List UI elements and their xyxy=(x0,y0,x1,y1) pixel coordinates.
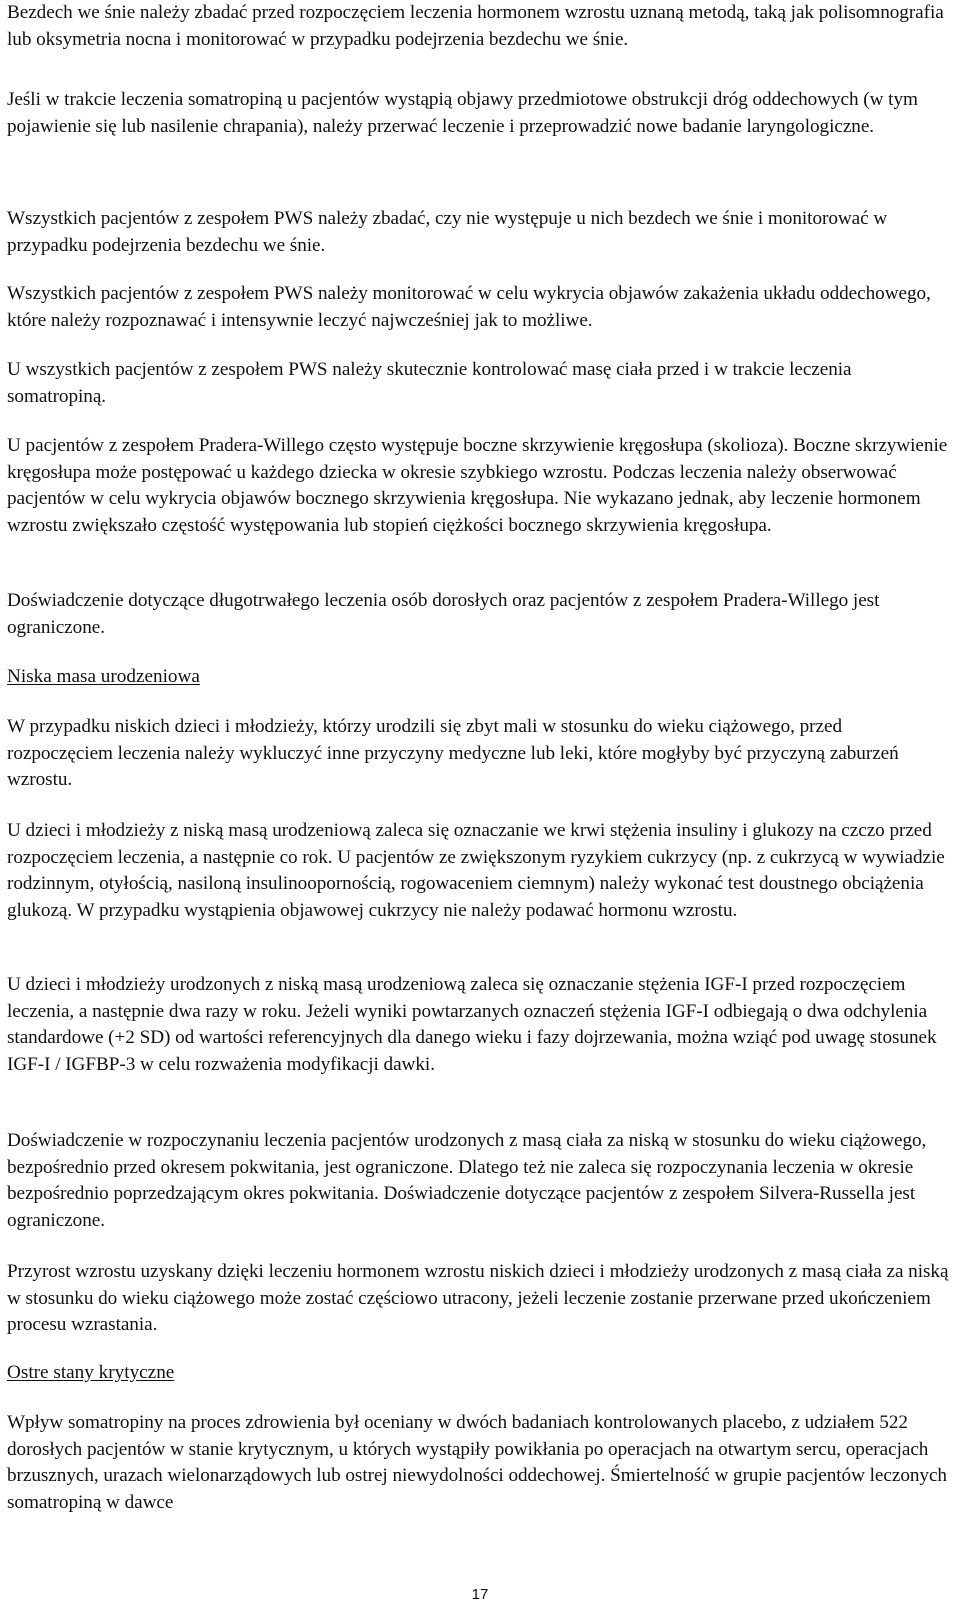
paragraph-pws-respiratory-infection: Wszystkich pacjentów z zespołem PWS należy monitorować w celu wykrycia objawów zakażenia układu oddechowego, które należy rozpoznawać i intensywnie leczyć najwcześniej jak to możliwe. xyxy=(7,283,931,331)
paragraph-scoliosis: U pacjentów z zespołem Pradera-Willego często występuje boczne skrzywienie kręgosłupa (skolioza). Boczne skrzywienie kręgosłupa może postępować u każdego dziecka w okresie szybkiego wzrostu. Podczas leczenia należy obserwować pacjentów w celu wykrycia objawów bocznego skrzywienia kręgosłupa. Nie wykazano jednak, aby leczenie hormonem wzrostu zwiększało częstość występowania lub stopień ciężkości bocznego skrzywienia kręgosłupa. xyxy=(7,435,948,536)
paragraph-sleep-apnea-assessment: Bezdech we śnie należy zbadać przed rozpoczęciem leczenia hormonem wzrostu uznaną metodą, taką jak polisomnografia lub oksymetria nocna i monitorować w przypadku podejrzenia bezdechu we śnie. xyxy=(7,2,944,50)
paragraph-sga-igf: U dzieci i młodzieży urodzonych z niską masą urodzeniową zaleca się oznaczanie stężenia IGF-I przed rozpoczęciem leczenia, a następnie dwa razy w roku. Jeżeli wyniki powtarzanych oznaczeń stężenia IGF-I odbiegają o dwa odchylenia standardowe (+2 SD) od wartości referencyjnych dla danego wieku i fazy dojrzewania, można wziąć pod uwagę stosunek IGF-I / IGFBP-3 w celu rozważenia modyfikacji dawki. xyxy=(7,974,937,1075)
paragraph-sga-height-gain: Przyrost wzrostu uzyskany dzięki leczeniu hormonem wzrostu niskich dzieci i młodzieży urodzonych z masą ciała za niską w stosunku do wieku ciążowego może zostać częściowo utracony, jeżeli leczenie zostanie przerwane przed ukończeniem procesu wzrastania. xyxy=(7,1261,949,1335)
section-heading-critical-illness: Ostre stany krytyczne xyxy=(7,1362,175,1383)
paragraph-airway-obstruction: Jeśli w trakcie leczenia somatropiną u pacjentów wystąpią objawy przedmiotowe obstrukcji dróg oddechowych (w tym pojawienie się lub nasilenie chrapania), należy przerwać leczenie i przeprowadzić nowe badanie laryngologiczne. xyxy=(7,89,918,137)
paragraph-pws-weight-control: U wszystkich pacjentów z zespołem PWS należy skutecznie kontrolować masę ciała przed i w trakcie leczenia somatropiną. xyxy=(7,359,852,407)
paragraph-sga-puberty: Doświadczenie w rozpoczynaniu leczenia pacjentów urodzonych z masą ciała za niską w stosunku do wieku ciążowego, bezpośrednio przed okresem pokwitania, jest ograniczone. Dlatego też nie zaleca się rozpoczynania leczenia w okresie bezpośrednio poprzedzającym okres pokwitania. Doświadczenie dotyczące pacjentów z zespołem Silvera-Russella jest ograniczone. xyxy=(7,1130,927,1231)
section-heading-low-birth-weight: Niska masa urodzeniowa xyxy=(7,666,200,687)
paragraph-pws-sleep-apnea: Wszystkich pacjentów z zespołem PWS należy zbadać, czy nie występuje u nich bezdech we śnie i monitorować w przypadku podejrzenia bezdechu we śnie. xyxy=(7,208,888,256)
paragraph-sga-exclusion: W przypadku niskich dzieci i młodzieży, którzy urodzili się zbyt mali w stosunku do wieku ciążowego, przed rozpoczęciem leczenia należy wykluczyć inne przyczyny medyczne lub leki, które mogłyby być przyczyną zaburzeń wzrostu. xyxy=(7,716,899,790)
paragraph-long-term-experience: Doświadczenie dotyczące długotrwałego leczenia osób dorosłych oraz pacjentów z zespołem Pradera-Willego jest ograniczone. xyxy=(7,590,880,638)
paragraph-sga-insulin-glucose: U dzieci i młodzieży z niską masą urodzeniową zaleca się oznaczanie we krwi stężenia insuliny i glukozy na czczo przed rozpoczęciem leczenia, a następnie co rok. U pacjentów ze zwiększonym ryzykiem cukrzycy (np. z cukrzycą w wywiadzie rodzinnym, otyłością, nasiloną insulinoopornością, rogowaceniem ciemnym) należy wykonać test doustnego obciążenia glukozą. W przypadku wystąpienia objawowej cukrzycy nie należy podawać hormonu wzrostu. xyxy=(7,820,945,921)
paragraph-critical-illness-study: Wpływ somatropiny na proces zdrowienia był oceniany w dwóch badaniach kontrolowanych placebo, z udziałem 522 dorosłych pacjentów w stanie krytycznym, u których wystąpiły powikłania po operacjach na otwartym sercu, operacjach brzusznych, urazach wielonarządowych lub ostrej niewydolności oddechowej. Śmiertelność w grupie pacjentów leczonych somatropiną w dawce xyxy=(7,1412,947,1513)
page-number: 17 xyxy=(471,1586,489,1603)
